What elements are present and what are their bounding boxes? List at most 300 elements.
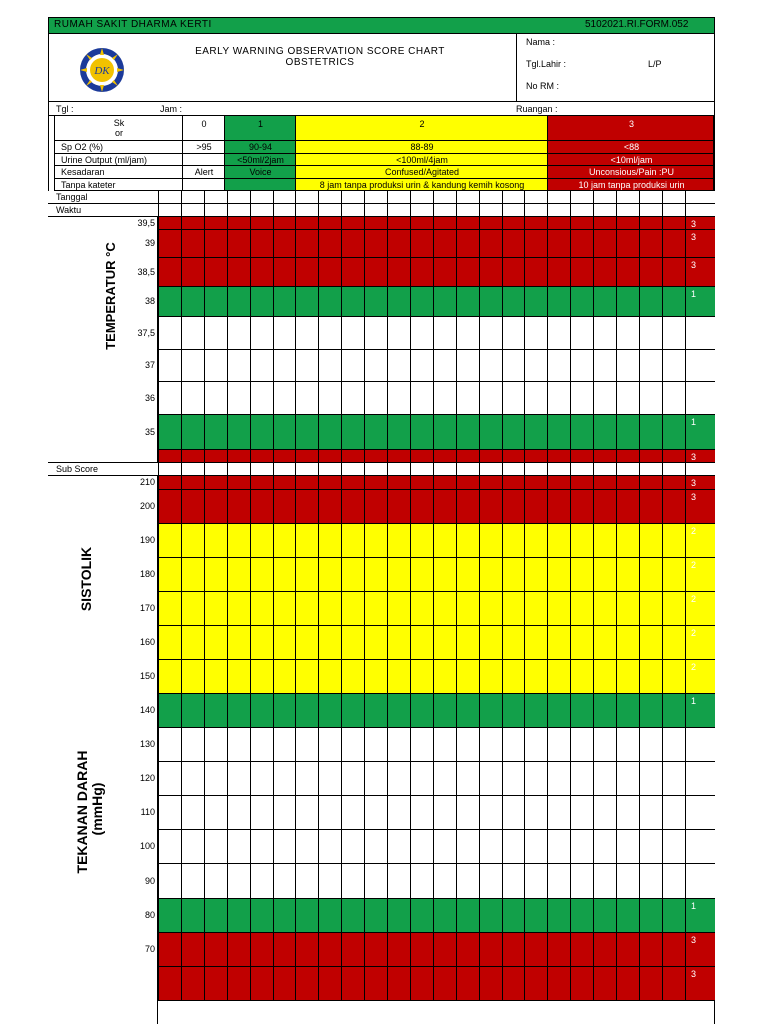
bp-row-band	[158, 830, 715, 864]
grid-line	[318, 796, 319, 830]
grid-line	[593, 967, 594, 1001]
grid-line	[204, 382, 205, 415]
grid-line	[250, 864, 251, 899]
grid-line	[158, 463, 159, 476]
grid-line	[616, 450, 617, 463]
bp-label-column	[48, 476, 158, 1024]
grid-line	[364, 864, 365, 899]
grid-line	[593, 415, 594, 450]
grid-line	[616, 317, 617, 350]
grid-line	[410, 204, 411, 217]
grid-line	[227, 864, 228, 899]
grid-line	[593, 558, 594, 592]
grid-line	[318, 660, 319, 694]
grid-line	[410, 524, 411, 558]
grid-line	[639, 258, 640, 287]
score-row-s2: 88-89	[410, 142, 434, 152]
grid-line	[227, 415, 228, 450]
grid-line	[387, 287, 388, 317]
grid-line	[181, 258, 182, 287]
grid-line	[639, 592, 640, 626]
grid-line	[250, 626, 251, 660]
grid-line	[250, 933, 251, 967]
grid-line	[547, 899, 548, 933]
grid-line	[639, 933, 640, 967]
grid-line	[433, 524, 434, 558]
bp-value: 150	[139, 671, 155, 681]
grid-line	[273, 626, 274, 660]
grid-line	[181, 694, 182, 728]
score-row-s2: <100ml/4jam	[396, 154, 448, 165]
score-col-2: 2	[419, 119, 425, 129]
grid-line	[593, 317, 594, 350]
grid-line	[685, 204, 686, 217]
grid-line	[433, 728, 434, 762]
bp-row-band	[158, 864, 715, 899]
grid-line	[295, 694, 296, 728]
grid-line	[158, 660, 159, 694]
row-score: 2	[691, 526, 697, 536]
grid-line	[158, 415, 159, 450]
grid-line	[318, 217, 319, 230]
grid-line	[570, 626, 571, 660]
grid-line	[639, 864, 640, 899]
grid-line	[570, 450, 571, 463]
grid-line	[227, 258, 228, 287]
temp-value: 36	[144, 392, 155, 403]
grid-line	[273, 592, 274, 626]
grid-line	[204, 933, 205, 967]
grid-line	[593, 796, 594, 830]
grid-line	[502, 463, 503, 476]
grid-line	[639, 317, 640, 350]
grid-line	[524, 191, 525, 204]
grid-line	[181, 382, 182, 415]
grid-line	[250, 204, 251, 217]
grid-line	[273, 967, 274, 1001]
grid-line	[456, 796, 457, 830]
grid-line	[570, 382, 571, 415]
grid-line	[616, 350, 617, 382]
grid-line	[570, 463, 571, 476]
grid-line	[502, 230, 503, 258]
grid-line	[433, 558, 434, 592]
hospital-logo-icon	[78, 46, 126, 94]
grid-line	[502, 694, 503, 728]
row-score: 3	[691, 452, 697, 462]
grid-line	[593, 287, 594, 317]
grid-line	[547, 317, 548, 350]
grid-line	[341, 762, 342, 796]
grid-line	[502, 382, 503, 415]
grid-line	[158, 287, 159, 317]
bp-row-band	[158, 592, 715, 626]
grid-line	[502, 524, 503, 558]
grid-line	[341, 660, 342, 694]
skor-label-1: Sk	[113, 118, 125, 128]
temp-value: 39	[144, 238, 155, 248]
grid-line	[524, 258, 525, 287]
grid-line	[387, 694, 388, 728]
grid-line	[227, 728, 228, 762]
grid-line	[295, 317, 296, 350]
grid-line	[524, 476, 525, 490]
grid-line	[410, 217, 411, 230]
grid-line	[433, 258, 434, 287]
grid-line	[547, 626, 548, 660]
grid-line	[364, 626, 365, 660]
grid-line	[479, 728, 480, 762]
grid-line	[250, 350, 251, 382]
grid-line	[341, 490, 342, 524]
grid-line	[227, 933, 228, 967]
grid-line	[387, 592, 388, 626]
grid-line	[204, 728, 205, 762]
grid-line	[387, 382, 388, 415]
grid-line	[273, 830, 274, 864]
grid-line	[273, 191, 274, 204]
grid-line	[227, 317, 228, 350]
grid-line	[456, 933, 457, 967]
grid-line	[341, 626, 342, 660]
grid-line	[502, 796, 503, 830]
grid-line	[685, 728, 686, 762]
grid-line	[227, 558, 228, 592]
grid-line	[685, 592, 686, 626]
grid-line	[639, 967, 640, 1001]
grid-line	[227, 450, 228, 463]
grid-line	[295, 762, 296, 796]
grid-line	[685, 350, 686, 382]
grid-line	[364, 967, 365, 1001]
grid-line	[318, 230, 319, 258]
grid-line	[204, 476, 205, 490]
grid-line	[502, 762, 503, 796]
grid-line	[250, 660, 251, 694]
grid-line	[250, 258, 251, 287]
grid-line	[341, 230, 342, 258]
grid-line	[158, 830, 159, 864]
score-row-label: Tanpa kateter	[61, 179, 116, 190]
grid-line	[295, 287, 296, 317]
grid-line	[502, 864, 503, 899]
grid-line	[433, 660, 434, 694]
grid-line	[410, 864, 411, 899]
temp-value: 37	[144, 360, 155, 370]
grid-line	[570, 864, 571, 899]
grid-line	[341, 933, 342, 967]
grid-line	[364, 230, 365, 258]
grid-line	[341, 796, 342, 830]
grid-line	[547, 217, 548, 230]
grid-line	[639, 796, 640, 830]
grid-line	[547, 415, 548, 450]
grid-line	[639, 626, 640, 660]
grid-line	[181, 476, 182, 490]
grid-line	[273, 450, 274, 463]
grid-line	[341, 204, 342, 217]
grid-line	[456, 694, 457, 728]
grid-line	[433, 796, 434, 830]
grid-line	[524, 463, 525, 476]
grid-line	[204, 830, 205, 864]
grid-line	[524, 694, 525, 728]
grid-line	[158, 864, 159, 899]
grid-line	[616, 762, 617, 796]
grid-line	[639, 204, 640, 217]
grid-line	[639, 524, 640, 558]
grid-line	[410, 592, 411, 626]
grid-line	[295, 450, 296, 463]
temperature-section-label: TEMPERATUR °C	[103, 242, 118, 350]
grid-line	[318, 558, 319, 592]
grid-line	[341, 317, 342, 350]
grid-line	[593, 626, 594, 660]
grid-line	[616, 694, 617, 728]
score-row-s1: 90-94	[248, 142, 273, 152]
grid-line	[639, 287, 640, 317]
grid-line	[639, 350, 640, 382]
score-row-label: Urine Output (ml/jam)	[61, 154, 148, 165]
grid-line	[547, 660, 548, 694]
score-row-s0: Alert	[194, 167, 214, 177]
grid-line	[433, 463, 434, 476]
grid-line	[250, 592, 251, 626]
grid-line	[547, 830, 548, 864]
grid-line	[341, 524, 342, 558]
score-row-s3: <10ml/jam	[610, 154, 653, 165]
grid-line	[685, 967, 686, 1001]
grid-line	[410, 415, 411, 450]
grid-line	[364, 204, 365, 217]
grid-line	[204, 191, 205, 204]
grid-line	[318, 450, 319, 463]
grid-line	[502, 217, 503, 230]
grid-line	[433, 415, 434, 450]
grid-line	[639, 191, 640, 204]
row-score: 1	[691, 289, 697, 299]
grid-line	[250, 728, 251, 762]
grid-line	[364, 287, 365, 317]
grid-line	[250, 762, 251, 796]
grid-line	[318, 476, 319, 490]
grid-line	[479, 592, 480, 626]
grid-line	[227, 204, 228, 217]
grid-line	[273, 415, 274, 450]
grid-line	[295, 524, 296, 558]
grid-line	[318, 830, 319, 864]
temp-value: 38	[144, 296, 155, 306]
grid-line	[227, 350, 228, 382]
grid-line	[616, 558, 617, 592]
grid-line	[547, 864, 548, 899]
grid-line	[639, 558, 640, 592]
temp-value: 35	[144, 426, 155, 437]
grid-line	[158, 317, 159, 350]
grid-line	[364, 694, 365, 728]
grid-line	[616, 415, 617, 450]
grid-line	[479, 217, 480, 230]
grid-line	[616, 933, 617, 967]
grid-line	[456, 350, 457, 382]
grid-line	[181, 796, 182, 830]
bp-value: 90	[144, 875, 155, 886]
grid-line	[341, 287, 342, 317]
grid-line	[158, 796, 159, 830]
grid-line	[593, 490, 594, 524]
grid-line	[318, 864, 319, 899]
chart-title: EARLY WARNING OBSERVATION SCORE CHART	[195, 46, 445, 57]
bp-value: 100	[139, 841, 155, 851]
skor-label-2: or	[114, 128, 123, 138]
grid-line	[524, 830, 525, 864]
grid-line	[181, 592, 182, 626]
grid-line	[616, 476, 617, 490]
grid-line	[570, 933, 571, 967]
row-score: 3	[691, 492, 697, 502]
grid-line	[204, 660, 205, 694]
bp-value: 200	[139, 501, 155, 511]
grid-line	[273, 864, 274, 899]
grid-line	[250, 287, 251, 317]
grid-line	[685, 660, 686, 694]
grid-line	[341, 830, 342, 864]
grid-line	[479, 450, 480, 463]
grid-line	[227, 191, 228, 204]
bp-row-band	[158, 490, 715, 524]
grid-line	[387, 217, 388, 230]
grid-line	[524, 762, 525, 796]
tanggal-label: Tanggal	[56, 192, 88, 202]
grid-line	[456, 317, 457, 350]
grid-line	[433, 287, 434, 317]
grid-line	[456, 450, 457, 463]
grid-line	[295, 415, 296, 450]
grid-line	[227, 967, 228, 1001]
bp-row-band	[158, 694, 715, 728]
grid-line	[685, 899, 686, 933]
score-row-label: Kesadaran	[61, 167, 105, 177]
grid-line	[593, 762, 594, 796]
grid-line	[387, 830, 388, 864]
grid-line	[387, 524, 388, 558]
bp-value: 180	[139, 569, 155, 579]
grid-line	[273, 217, 274, 230]
grid-line	[570, 524, 571, 558]
grid-line	[524, 204, 525, 217]
grid-line	[662, 490, 663, 524]
grid-line	[662, 933, 663, 967]
ruangan-label: Ruangan :	[516, 104, 558, 114]
grid-line	[273, 350, 274, 382]
grid-line	[295, 463, 296, 476]
bp-value: 110	[140, 807, 155, 817]
grid-line	[456, 967, 457, 1001]
grid-line	[227, 230, 228, 258]
grid-line	[295, 796, 296, 830]
grid-line	[593, 350, 594, 382]
grid-line	[295, 899, 296, 933]
bp-row-band	[158, 660, 715, 694]
grid-line	[181, 524, 182, 558]
grid-line	[685, 415, 686, 450]
grid-line	[273, 258, 274, 287]
grid-line	[364, 728, 365, 762]
grid-line	[295, 382, 296, 415]
grid-line	[570, 558, 571, 592]
grid-line	[364, 830, 365, 864]
bp-value: 190	[139, 535, 155, 545]
grid-line	[479, 558, 480, 592]
grid-line	[662, 258, 663, 287]
grid-line	[570, 796, 571, 830]
grid-line	[685, 558, 686, 592]
grid-line	[181, 490, 182, 524]
grid-line	[570, 476, 571, 490]
bp-row-band	[158, 933, 715, 967]
grid-line	[410, 382, 411, 415]
grid-line	[456, 899, 457, 933]
grid-line	[227, 899, 228, 933]
grid-line	[502, 415, 503, 450]
bp-row-band	[158, 728, 715, 762]
grid-line	[593, 230, 594, 258]
sub-score-row	[48, 463, 715, 476]
grid-line	[433, 694, 434, 728]
grid-line	[685, 317, 686, 350]
grid-line	[227, 382, 228, 415]
grid-line	[295, 967, 296, 1001]
grid-line	[204, 350, 205, 382]
grid-line	[158, 558, 159, 592]
grid-line	[570, 415, 571, 450]
grid-line	[616, 728, 617, 762]
grid-line	[570, 899, 571, 933]
grid-line	[570, 258, 571, 287]
grid-line	[318, 317, 319, 350]
grid-line	[433, 762, 434, 796]
grid-line	[204, 490, 205, 524]
grid-line	[273, 762, 274, 796]
grid-line	[524, 217, 525, 230]
grid-line	[524, 382, 525, 415]
grid-line	[639, 476, 640, 490]
grid-line	[387, 476, 388, 490]
grid-line	[570, 217, 571, 230]
grid-line	[364, 258, 365, 287]
grid-line	[387, 191, 388, 204]
grid-line	[685, 191, 686, 204]
grid-line	[502, 490, 503, 524]
grid-line	[547, 762, 548, 796]
grid-line	[433, 830, 434, 864]
header-box	[48, 34, 715, 102]
grid-line	[204, 524, 205, 558]
bp-row-band	[158, 796, 715, 830]
grid-line	[410, 317, 411, 350]
temp-row-band	[158, 382, 715, 415]
grid-line	[524, 524, 525, 558]
grid-line	[387, 933, 388, 967]
grid-line	[685, 476, 686, 490]
grid-line	[662, 382, 663, 415]
grid-line	[295, 258, 296, 287]
bp-value: 170	[139, 603, 155, 613]
bp-row-band	[158, 558, 715, 592]
grid-line	[479, 230, 480, 258]
grid-line	[387, 450, 388, 463]
grid-line	[593, 191, 594, 204]
